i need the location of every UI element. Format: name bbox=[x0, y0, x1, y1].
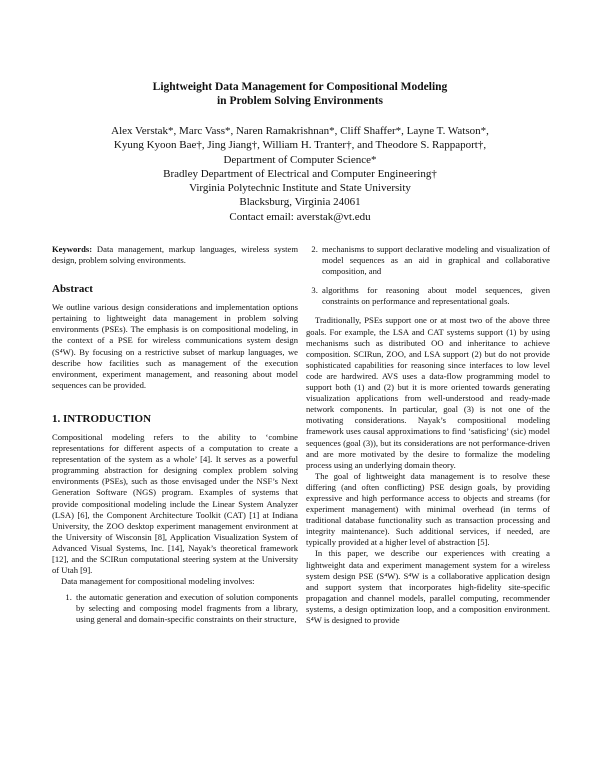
goals-list bbox=[52, 592, 298, 625]
list-item: 2. mechanisms to support declarative modeling and visualization of model sequences as an aid in graphical and collaborative composition, and bbox=[320, 244, 550, 277]
body-paragraph: In this paper, we describe our experiences with creating a lightweight data and experiment management system for a wireless system design PSE (S⁴W). S⁴W is a collaborative application design and support system that incorporates high-fidelity site-specific propagation and channel models, parallel computing, recommender systems, a design optimization loop, and a composition environment. S⁴W is designed to provide bbox=[306, 548, 550, 625]
body-paragraph: The goal of lightweight data management is to resolve these differing (and often conflicting) PSE design goals, by providing expressive and high performance access to objects and streams (for experiment management) with minimal overhead (in terms of traditional database functionality such as transaction processing and integrity maintenance). Such additional services, if needed, are typically provided at a higher level of abstraction [5]. bbox=[306, 470, 550, 548]
contact-email: Contact email: averstak@vt.edu bbox=[229, 210, 371, 223]
intro-paragraph: Compositional modeling refers to the ability to ‘combine representations for different aspects of a computation to create a representation of the system as a whole’ [4]. It serves as a powerful programming abstraction for designing complex problem solving environments (PSEs), such as those envisaged under the NSF’s Next Generation Software (NGS) program. Examples of systems that provide compositional modeling include the Linear System Analyzer (LSA) [6], the Component Architecture Toolkit (CAT) [1] at Indiana University, the ZOO desktop experiment management environment at the University of Wisconsin [8], Application Visualization System of Advanced Visual Systems, Inc. [14], Nayak’s theoretical framework [12], and the SCIRun computational steering system at the University of Utah [9]. bbox=[52, 431, 298, 576]
body-paragraph: Traditionally, PSEs support one or at most two of the above three goals. For example, the LSA and CAT systems support (1) by using mechanisms such as distributed OO and inheritance to achieve composition. SCIRun, ZOO, and LSA support (2) but do not provide sophisticated capabilities for reasoning since interfaces to low level code are hardwired. AVS uses a data-flow programming model to support both (1) and (2) but it is more oriented towards generating visualization applications from well-understood and ready-made network components. In particular, goal (3) is not one of the motivating considerations. Nayak’s compositional modeling framework uses causal approximations to find ‘satisficing’ (sic) model sequences (goal (3)), but its considerations are not performance-driven and are more motivated by the desire to formalize the modeling process using an underlying domain theory. bbox=[306, 315, 550, 470]
author-line: Kyung Kyoon Bae†, Jing Jiang†, William H. Tranter†, and Theodore S. Rappaport†, bbox=[113, 139, 487, 152]
keywords-text: Data management, markup languages, wireless system design, problem solving environments. bbox=[52, 244, 299, 266]
intro-paragraph: Data management for compositional modeling involves: bbox=[61, 576, 255, 587]
keywords-label: Keywords: bbox=[52, 244, 93, 254]
right-column bbox=[306, 244, 550, 626]
title-line: in Problem Solving Environments bbox=[216, 95, 384, 107]
title-line: Lightweight Data Management for Compositional Modeling bbox=[152, 81, 448, 93]
author-line: Alex Verstak*, Marc Vass*, Naren Ramakrishnan*, Cliff Shaffer*, Layne T. Watson*, bbox=[111, 125, 489, 137]
author-block bbox=[0, 124, 600, 224]
intro-heading: 1. INTRODUCTION bbox=[52, 412, 152, 425]
left-column bbox=[52, 244, 298, 632]
abstract-heading: Abstract bbox=[52, 283, 93, 296]
keywords bbox=[52, 244, 298, 266]
paper-title bbox=[0, 80, 600, 108]
list-item: 3. algorithms for reasoning about model sequences, given constraints on performance and representational goals. bbox=[320, 285, 550, 307]
affiliation-line: Bradley Department of Electrical and Computer Engineering† bbox=[163, 167, 437, 180]
list-item: 1. the automatic generation and execution of solution components by selecting and composing model fragments from a library, using general and domain-specific constraints on their structure, bbox=[74, 592, 298, 625]
abstract-text: We outline various design considerations and implementation options pertaining to lightweight data management in problem solving environments (PSEs). The emphasis is on compositional modeling, in the context of a PSE for wireless communications system design (S⁴W). By focusing on a restrictive subset of markup languages, we describe how facilities such as management of the execution environment, experiment management, and reasoning about model sequences can be provided. bbox=[52, 302, 298, 390]
affiliation-line: Virginia Polytechnic Institute and State University bbox=[189, 182, 411, 195]
affiliation-line: Blacksburg, Virginia 24061 bbox=[239, 196, 361, 209]
goals-list-continued bbox=[306, 244, 550, 307]
affiliation-line: Department of Computer Science* bbox=[223, 153, 377, 166]
